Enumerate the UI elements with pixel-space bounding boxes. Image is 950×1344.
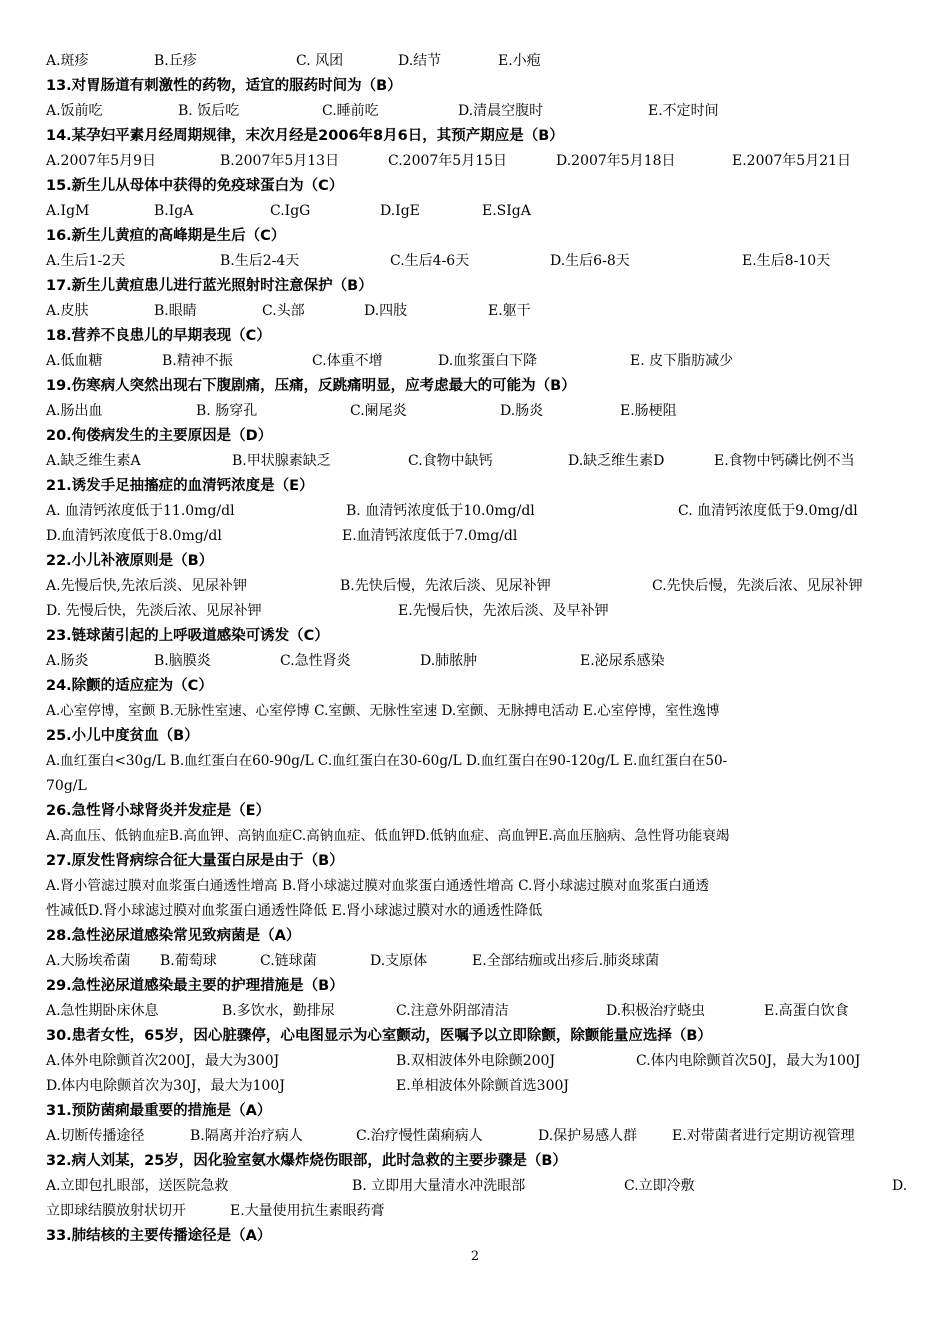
options-q22-row2 bbox=[46, 599, 916, 624]
options-q21-row1 bbox=[46, 499, 916, 524]
option: D. 先慢后快，先淡后浓、见尿补钾 bbox=[46, 603, 262, 619]
options-q25-row2: 70g/L bbox=[46, 778, 87, 794]
option: E.食物中钙磷比例不当 bbox=[714, 453, 855, 469]
option: C.睡前吃 bbox=[322, 103, 379, 119]
option: A. 血清钙浓度低于11.0mg/dl bbox=[46, 503, 235, 519]
options-q21-row2 bbox=[46, 524, 916, 549]
options-q14 bbox=[46, 149, 916, 174]
option: C.链球菌 bbox=[260, 953, 317, 969]
options-q30-row2 bbox=[46, 1074, 916, 1099]
option: C.先快后慢，先淡后浓、见尿补钾 bbox=[652, 578, 863, 594]
options-q15 bbox=[46, 199, 916, 224]
question-32: 32.病人刘某，25岁，因化验室氨水爆炸烧伤眼部，此时急救的主要步骤是（B） bbox=[46, 1153, 567, 1169]
option: B.眼睛 bbox=[154, 303, 197, 319]
option: B.多饮水，勤排尿 bbox=[222, 1003, 335, 1019]
option: D.体内电除颤首次为30J，最大为100J bbox=[46, 1078, 285, 1094]
option: B.IgA bbox=[154, 203, 194, 219]
options-q32-row2 bbox=[46, 1199, 916, 1224]
option: B.隔离并治疗病人 bbox=[190, 1128, 303, 1144]
option: D.缺乏维生素D bbox=[568, 453, 665, 469]
option: C.注意外阴部清洁 bbox=[396, 1003, 509, 1019]
option: A.立即包扎眼部，送医院急救 bbox=[46, 1178, 229, 1194]
question-29: 29.急性泌尿道感染最主要的护理措施是（B） bbox=[46, 978, 344, 994]
question-27: 27.原发性肾病综合征大量蛋白尿是由于（B） bbox=[46, 853, 344, 869]
option: B. 血清钙浓度低于10.0mg/dl bbox=[346, 503, 535, 519]
option: E.2007年5月21日 bbox=[732, 153, 852, 169]
options-q26: A.高血压、低钠血症B.高血钾、高钠血症C.高钠血症、低血钾D.低钠血症、高血钾E.高血压脑病、急性肾功能衰竭 bbox=[46, 828, 730, 844]
options-q32-row1 bbox=[46, 1174, 916, 1199]
option: D.肺脓肿 bbox=[420, 653, 478, 669]
option: B. 肠穿孔 bbox=[196, 403, 258, 419]
question-31: 31.预防菌痢最重要的措施是（A） bbox=[46, 1103, 272, 1119]
option: E.大量使用抗生素眼药膏 bbox=[230, 1203, 385, 1219]
option: D.血浆蛋白下降 bbox=[438, 353, 538, 369]
question-28: 28.急性泌尿道感染常见致病菌是（A） bbox=[46, 928, 301, 944]
page-number: 2 bbox=[470, 1249, 480, 1264]
option: A.2007年5月9日 bbox=[46, 153, 157, 169]
question-18: 18.营养不良患儿的早期表现（C） bbox=[46, 328, 271, 344]
option: D.IgE bbox=[380, 203, 420, 219]
options-q22-row1 bbox=[46, 574, 916, 599]
option: C.阑尾炎 bbox=[350, 403, 407, 419]
option: 立即球结膜放射状切开 bbox=[46, 1203, 186, 1219]
option: D.保护易感人群 bbox=[538, 1128, 638, 1144]
option: B.丘疹 bbox=[154, 53, 197, 69]
question-15: 15.新生儿从母体中获得的免疫球蛋白为（C） bbox=[46, 178, 344, 194]
option: E.泌尿系感染 bbox=[580, 653, 665, 669]
options-q23 bbox=[46, 649, 916, 674]
option: B.甲状腺素缺乏 bbox=[232, 453, 331, 469]
option: A.缺乏维生素A bbox=[46, 453, 141, 469]
option: B.双相波体外电除颤200J bbox=[396, 1053, 556, 1069]
question-20: 20.佝偻病发生的主要原因是（D） bbox=[46, 428, 273, 444]
option: A.肠出血 bbox=[46, 403, 103, 419]
option: D.血清钙浓度低于8.0mg/dl bbox=[46, 528, 222, 544]
option: A.急性期卧床休息 bbox=[46, 1003, 159, 1019]
option: E.全部结痂或出疹后.肺炎球菌 bbox=[472, 953, 660, 969]
option: C.IgG bbox=[270, 203, 311, 219]
option: C.食物中缺钙 bbox=[408, 453, 493, 469]
options-q17 bbox=[46, 299, 916, 324]
option: A.生后1-2天 bbox=[46, 253, 126, 269]
options-q27-row2: 性减低D.肾小球滤过膜对血浆蛋白通透性降低 E.肾小球滤过膜对水的通透性降低 bbox=[46, 903, 543, 919]
option: B.先快后慢，先浓后淡、见尿补钾 bbox=[340, 578, 551, 594]
option: E.血清钙浓度低于7.0mg/dl bbox=[342, 528, 518, 544]
option: C.体内电除颤首次50J，最大为100J bbox=[636, 1053, 861, 1069]
option: C.治疗慢性菌痢病人 bbox=[356, 1128, 483, 1144]
option: D.四肢 bbox=[364, 303, 408, 319]
option: E.单相波体外除颤首选300J bbox=[396, 1078, 570, 1094]
option: E.肠梗阻 bbox=[620, 403, 677, 419]
option: D.2007年5月18日 bbox=[556, 153, 676, 169]
question-17: 17.新生儿黄疸患儿进行蓝光照射时注意保护（B） bbox=[46, 278, 373, 294]
option: D.生后6-8天 bbox=[550, 253, 630, 269]
options-q30-row1 bbox=[46, 1049, 916, 1074]
option: A.斑疹 bbox=[46, 53, 89, 69]
options-q20 bbox=[46, 449, 916, 474]
question-21: 21.诱发手足抽搐症的血清钙浓度是（E） bbox=[46, 478, 314, 494]
options-q27-row1: A.肾小管滤过膜对血浆蛋白通透性增高 B.肾小球滤过膜对血浆蛋白通透性增高 C.肾小球滤过膜对血浆蛋白通透 bbox=[46, 878, 710, 894]
option: A.先慢后快,先浓后淡、见尿补钾 bbox=[46, 578, 248, 594]
question-19: 19.伤寒病人突然出现右下腹剧痛，压痛，反跳痛明显，应考虑最大的可能为（B） bbox=[46, 378, 576, 394]
option: E.躯干 bbox=[488, 303, 531, 319]
option: A.肠炎 bbox=[46, 653, 89, 669]
option: C.急性肾炎 bbox=[280, 653, 351, 669]
option: C. 风团 bbox=[296, 53, 344, 69]
option: C.2007年5月15日 bbox=[388, 153, 508, 169]
option: D.积极治疗蛲虫 bbox=[606, 1003, 706, 1019]
option: E.SIgA bbox=[482, 203, 531, 219]
options-q12 bbox=[46, 49, 916, 74]
option: B.生后2-4天 bbox=[220, 253, 300, 269]
option: E.不定时间 bbox=[648, 103, 719, 119]
option: B. 饭后吃 bbox=[178, 103, 240, 119]
option: C.立即冷敷 bbox=[624, 1178, 695, 1194]
option: E.小疱 bbox=[498, 53, 541, 69]
option: C.生后4-6天 bbox=[390, 253, 470, 269]
question-22: 22.小儿补液原则是（B） bbox=[46, 553, 214, 569]
option: A.皮肤 bbox=[46, 303, 89, 319]
option: B.葡萄球 bbox=[160, 953, 217, 969]
option: B.精神不振 bbox=[162, 353, 233, 369]
options-q16 bbox=[46, 249, 916, 274]
option: A.低血糖 bbox=[46, 353, 103, 369]
option: E.生后8-10天 bbox=[742, 253, 831, 269]
option: C.头部 bbox=[262, 303, 305, 319]
question-23: 23.链球菌引起的上呼吸道感染可诱发（C） bbox=[46, 628, 329, 644]
option: D.清晨空腹时 bbox=[458, 103, 544, 119]
options-q31 bbox=[46, 1124, 916, 1149]
options-q25-row1: A.血红蛋白<30g/L B.血红蛋白在60-90g/L C.血红蛋白在30-60g/L D.血红蛋白在90-120g/L E.血红蛋白在50- bbox=[46, 753, 728, 769]
options-q19 bbox=[46, 399, 916, 424]
option: A.大肠埃希菌 bbox=[46, 953, 131, 969]
option: B. 立即用大量清水冲洗眼部 bbox=[352, 1178, 526, 1194]
option: A.体外电除颤首次200J，最大为300J bbox=[46, 1053, 280, 1069]
option: A.切断传播途径 bbox=[46, 1128, 145, 1144]
question-14: 14.某孕妇平素月经周期规律，末次月经是2006年8月6日，其预产期应是（B） bbox=[46, 128, 564, 144]
option: A.IgM bbox=[46, 203, 90, 219]
option: B.2007年5月13日 bbox=[220, 153, 340, 169]
option: D.支原体 bbox=[370, 953, 428, 969]
question-16: 16.新生儿黄疸的高峰期是生后（C） bbox=[46, 228, 286, 244]
question-24: 24.除颤的适应症为（C） bbox=[46, 678, 213, 694]
option: B.脑膜炎 bbox=[154, 653, 211, 669]
option: D.肠炎 bbox=[500, 403, 544, 419]
option: E. 皮下脂肪减少 bbox=[630, 353, 734, 369]
question-30: 30.患者女性，65岁，因心脏骤停，心电图显示为心室颤动，医嘱予以立即除颤，除颤能量应选择（B） bbox=[46, 1028, 712, 1044]
options-q28 bbox=[46, 949, 916, 974]
question-25: 25.小儿中度贫血（B） bbox=[46, 728, 199, 744]
options-q24: A.心室停博，室颤 B.无脉性室速、心室停博 C.室颤、无脉性室速 D.室颤、无脉搏电活动 E.心室停博，室性逸博 bbox=[46, 703, 720, 719]
question-26: 26.急性肾小球肾炎并发症是（E） bbox=[46, 803, 271, 819]
option: E.对带菌者进行定期访视管理 bbox=[672, 1128, 855, 1144]
question-33: 33.肺结核的主要传播途径是（A） bbox=[46, 1228, 272, 1244]
option: E.高蛋白饮食 bbox=[764, 1003, 849, 1019]
option: A.饭前吃 bbox=[46, 103, 103, 119]
options-q13 bbox=[46, 99, 916, 124]
options-q18 bbox=[46, 349, 916, 374]
options-q29 bbox=[46, 999, 916, 1024]
question-13: 13.对胃肠道有刺激性的药物，适宜的服药时间为（B） bbox=[46, 78, 402, 94]
option: C. 血清钙浓度低于9.0mg/dl bbox=[678, 503, 858, 519]
option: D.结节 bbox=[398, 53, 442, 69]
option: E.先慢后快，先浓后淡、及早补钾 bbox=[398, 603, 609, 619]
option: C.体重不增 bbox=[312, 353, 383, 369]
option: D. bbox=[892, 1178, 908, 1194]
